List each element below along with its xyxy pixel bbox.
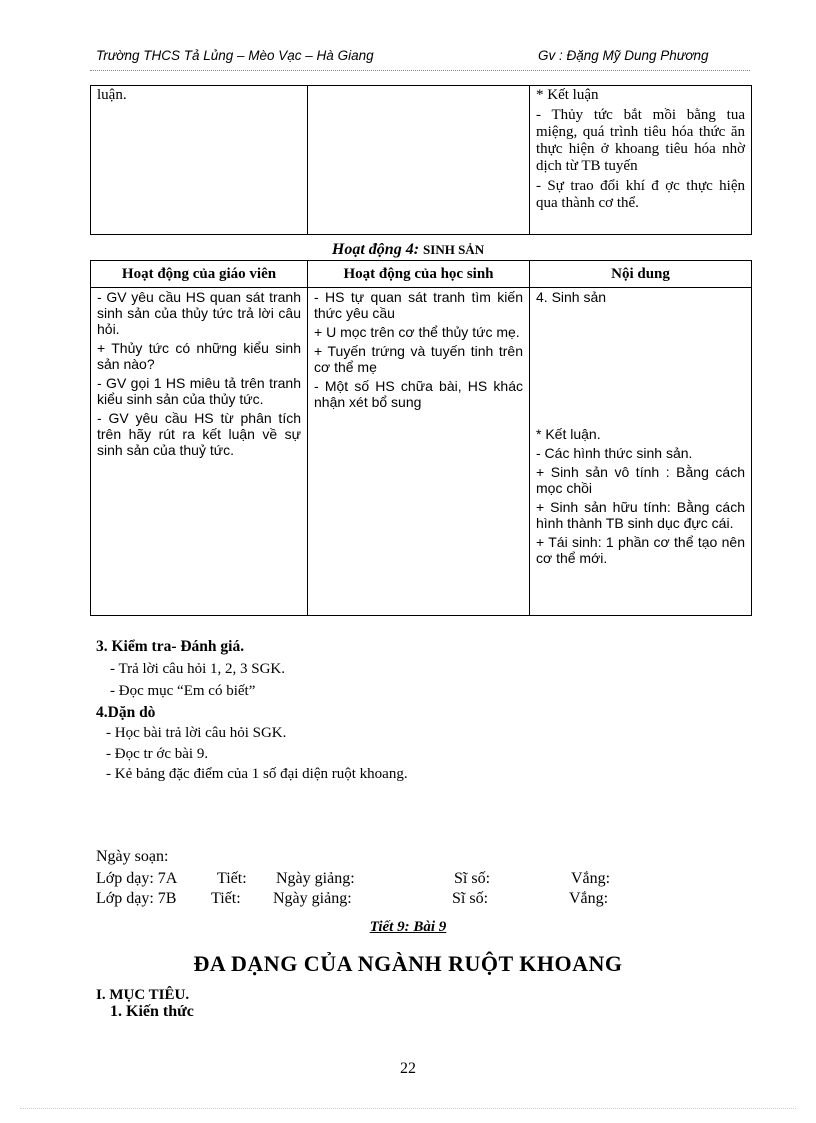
t1-student-cell bbox=[308, 86, 530, 235]
section4-item: - Đọc tr ớc bài 9. bbox=[106, 746, 209, 762]
content-heading: 4. Sinh sản bbox=[536, 289, 607, 305]
t2-content-cell bbox=[530, 288, 752, 616]
objectives-title: I. MỤC TIÊU. bbox=[96, 987, 190, 1003]
teacher-line: - GV yêu cầu HS từ phân tích trên hãy rút ra kết luận về sự sinh sản của thuỷ tức. bbox=[97, 410, 301, 458]
section4-title: 4.Dặn dò bbox=[96, 704, 156, 721]
section3-title: 3. Kiểm tra- Đánh giá. bbox=[96, 638, 245, 655]
student-line: + U mọc trên cơ thể thủy tức mẹ. bbox=[314, 324, 520, 340]
main-title: ĐA DẠNG CỦA NGÀNH RUỘT KHOANG bbox=[193, 951, 623, 976]
col-header-content: Nội dung bbox=[530, 261, 752, 288]
t2-student-cell bbox=[308, 288, 530, 616]
t1-content-line: - Sự trao đổi khí đ ợc thực hiện qua thành cơ thể. bbox=[536, 178, 745, 211]
prep-date-label: Ngày soạn: bbox=[96, 848, 169, 865]
student-line: + Tuyến trứng và tuyến tinh trên cơ thể mẹ bbox=[314, 343, 523, 375]
teacher-line: - GV gọi 1 HS miêu tả trên tranh kiểu sinh sản của thủy tức. bbox=[97, 375, 301, 407]
content-line: - Các hình thức sinh sản. bbox=[536, 445, 693, 461]
period-label: Tiết: bbox=[217, 870, 247, 887]
content-line: * Kết luận. bbox=[536, 426, 601, 442]
attendance-label: Sĩ số: bbox=[454, 870, 491, 887]
page-number: 22 bbox=[400, 1060, 416, 1077]
header-school: Trường THCS Tả Lủng – Mèo Vạc – Hà Giang bbox=[96, 48, 374, 63]
t1-teacher-line: luận. bbox=[97, 87, 127, 103]
header-teacher: Gv : Đặng Mỹ Dung Phương bbox=[538, 48, 709, 63]
content-line: + Sinh sản hữu tính: Bằng cách hình thành TB sinh dục đực cái. bbox=[536, 499, 745, 531]
activity3-table-continued bbox=[90, 85, 752, 235]
header-divider bbox=[90, 70, 750, 71]
absent-label: Vắng: bbox=[571, 870, 611, 887]
student-line: - HS tự quan sát tranh tìm kiến thức yêu cầu bbox=[314, 289, 523, 321]
absent-label: Vắng: bbox=[569, 890, 609, 907]
activity4-table bbox=[90, 260, 752, 616]
activity4-caption bbox=[0, 241, 816, 259]
t1-teacher-cell bbox=[91, 86, 308, 235]
activity4-prefix: Hoạt động 4: bbox=[331, 241, 420, 258]
t2-teacher-cell bbox=[91, 288, 308, 616]
col-header-student: Hoạt động của học sinh bbox=[308, 261, 530, 288]
t1-content-line: - Thủy tức bắt mồi bằng tua miệng, quá trình tiêu hóa thức ăn thực hiện ở khoang tiêu hóa nhờ dịch từ TB tuyến bbox=[536, 107, 745, 174]
t1-content-line: * Kết luận bbox=[536, 87, 599, 103]
class-label: Lớp dạy: 7B bbox=[96, 890, 177, 907]
period-label: Tiết: bbox=[211, 890, 241, 907]
objectives-sub: 1. Kiến thức bbox=[110, 1003, 194, 1020]
content-line: + Tái sinh: 1 phần cơ thể tạo nên cơ thể mới. bbox=[536, 534, 745, 566]
content-line: + Sinh sản vô tính : Bằng cách mọc chồi bbox=[536, 464, 745, 496]
class-label: Lớp dạy: 7A bbox=[96, 870, 178, 887]
teacher-line: + Thủy tức có những kiểu sinh sản nào? bbox=[97, 340, 301, 372]
activity4-name: SINH SẢN bbox=[423, 242, 485, 257]
section4-item: - Kẻ bảng đặc điểm của 1 số đại diện ruột khoang. bbox=[106, 766, 408, 782]
teach-date-label: Ngày giảng: bbox=[273, 890, 352, 907]
col-header-teacher: Hoạt động của giáo viên bbox=[91, 261, 308, 288]
teacher-line: - GV yêu cầu HS quan sát tranh sinh sản của thủy tức trả lời câu hỏi. bbox=[97, 289, 301, 337]
student-line: - Một số HS chữa bài, HS khác nhận xét bổ sung bbox=[314, 378, 523, 410]
footer-divider bbox=[20, 1108, 796, 1109]
section3-item: - Đọc mục “Em có biết” bbox=[110, 683, 256, 699]
section3-item: - Trả lời câu hỏi 1, 2, 3 SGK. bbox=[110, 661, 286, 677]
section4-item: - Học bài trả lời câu hỏi SGK. bbox=[106, 725, 287, 741]
teach-date-label: Ngày giảng: bbox=[276, 870, 355, 887]
t1-content-cell bbox=[530, 86, 752, 235]
attendance-label: Sĩ số: bbox=[452, 890, 489, 907]
lesson-title: Tiết 9: Bài 9 bbox=[369, 919, 447, 935]
